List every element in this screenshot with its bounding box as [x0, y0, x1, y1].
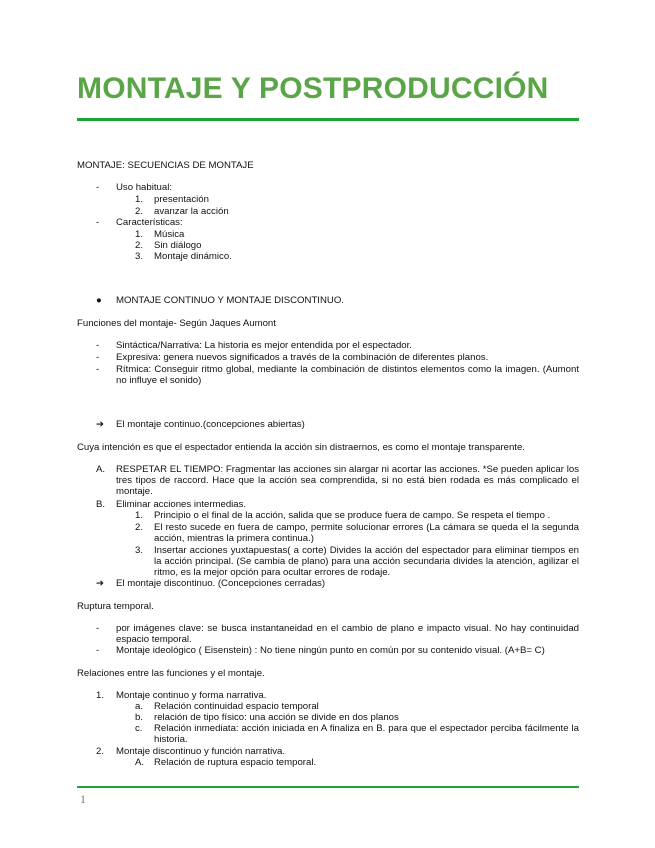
footer-rule [77, 786, 579, 788]
list-number: 3. [135, 545, 144, 556]
list-item: Expresiva: genera nuevos significados a través de la combinación de diferentes planos. [116, 352, 489, 363]
page-number: 1 [80, 792, 86, 806]
ruptura-heading: Ruptura temporal. [77, 601, 154, 612]
list-item: Sintáctica/Narrativa: La historia es mejor entendida por el espectador. [116, 340, 412, 351]
list-item: Relación inmediata: acción iniciada en A finaliza en B. para que el espectador perciba fácilmente la historia. [154, 723, 579, 745]
section-heading-secuencias: MONTAJE: SECUENCIAS DE MONTAJE [77, 160, 254, 171]
arrow-marker: ➔ [96, 578, 105, 589]
list-item: presentación [154, 194, 209, 205]
list-item: avanzar la acción [154, 206, 229, 217]
list-item: Sin diálogo [154, 240, 202, 251]
list-item: por imágenes clave: se busca instantaneidad en el cambio de plano e impacto visual. No hay continuidad espacio temporal. [116, 623, 579, 645]
list-letter: A. [135, 757, 145, 768]
relaciones-heading: Relaciones entre las funciones y el montaje. [77, 668, 265, 679]
list-item: Eliminar acciones intermedias. [116, 499, 247, 510]
list-number: 1. [96, 690, 105, 701]
dash-marker: - [96, 182, 100, 193]
list-item: relación de tipo físico: una acción se divide en dos planos [154, 712, 399, 723]
caracteristicas-label: Características: [116, 217, 183, 228]
dash-marker: - [96, 340, 100, 351]
list-item: Relación continuidad espacio temporal [154, 701, 319, 712]
dash-marker: - [96, 217, 100, 228]
arrow-marker: ➔ [96, 419, 105, 430]
list-item: Montaje discontinuo y función narrativa. [116, 746, 286, 757]
list-letter: c. [135, 723, 143, 734]
list-item: Música [154, 229, 185, 240]
list-number: 1. [135, 229, 144, 240]
funciones-heading: Funciones del montaje- Según Jaques Aumont [77, 318, 276, 329]
montaje-discontinuo-heading: El montaje discontinuo. (Concepciones cerradas) [116, 578, 326, 589]
list-item: Insertar acciones yuxtapuestas( a corte) Divides la acción del espectador para eliminar tiempos en la acción principal. (Se cambia de plano) para una acción secundaria divides la atención, agilizar el ritmo, es la mejor opción para ocultar errores de rodaje. [154, 545, 579, 578]
list-number: 2. [135, 522, 144, 533]
list-item: RESPETAR EL TIEMPO: Fragmentar las acciones sin alargar ni acortar las acciones. *Se pueden aplicar los tres tipos de raccord. Hace que la acción sea comprendida, si no está bien rodada es más complicado el montaje. [116, 464, 579, 497]
list-letter: a. [135, 701, 144, 712]
list-item: Montaje dinámico. [154, 251, 232, 262]
dash-marker: - [96, 623, 100, 634]
dash-marker: - [96, 645, 100, 656]
page-title: MONTAJE Y POSTPRODUCCIÓN [77, 72, 549, 105]
montaje-continuo-heading: El montaje continuo.(concepciones abiertas) [116, 419, 305, 430]
uso-habitual-label: Uso habitual: [116, 182, 172, 193]
bullet-marker: ● [96, 295, 102, 306]
intro-paragraph: Cuya intención es que el espectador entienda la acción sin distraernos, es como el montaje transparente. [77, 442, 525, 453]
list-number: 3. [135, 251, 144, 262]
list-number: 2. [135, 240, 144, 251]
list-number: 2. [96, 746, 105, 757]
list-item: Montaje ideológico ( Eisenstein) : No tiene ningún punto en común por su contenido visual. (A+B= C) [116, 645, 545, 656]
list-number: 1. [135, 510, 144, 521]
dash-marker: - [96, 364, 100, 375]
list-letter: b. [135, 712, 144, 723]
list-item: Rítmica: Conseguir ritmo global, mediante la combinación de distintos elementos como la imagen. (Aumont no influye el sonido) [116, 364, 579, 386]
section-heading-continuo: MONTAJE CONTINUO Y MONTAJE DISCONTINUO. [116, 295, 344, 306]
list-letter: A. [96, 464, 106, 475]
title-underline [77, 118, 579, 121]
list-number: 1. [135, 194, 144, 205]
list-item: Relación de ruptura espacio temporal. [154, 757, 317, 768]
list-item: El resto sucede en fuera de campo, permite solucionar errores (La cámara se queda el la segunda acción, mientras la primera continua.) [154, 522, 579, 544]
list-letter: B. [96, 499, 106, 510]
list-item: Montaje continuo y forma narrativa. [116, 690, 267, 701]
list-item: Principio o el final de la acción, salida que se produce fuera de campo. Se respeta el tiempo . [154, 510, 551, 521]
dash-marker: - [96, 352, 100, 363]
list-number: 2. [135, 206, 144, 217]
